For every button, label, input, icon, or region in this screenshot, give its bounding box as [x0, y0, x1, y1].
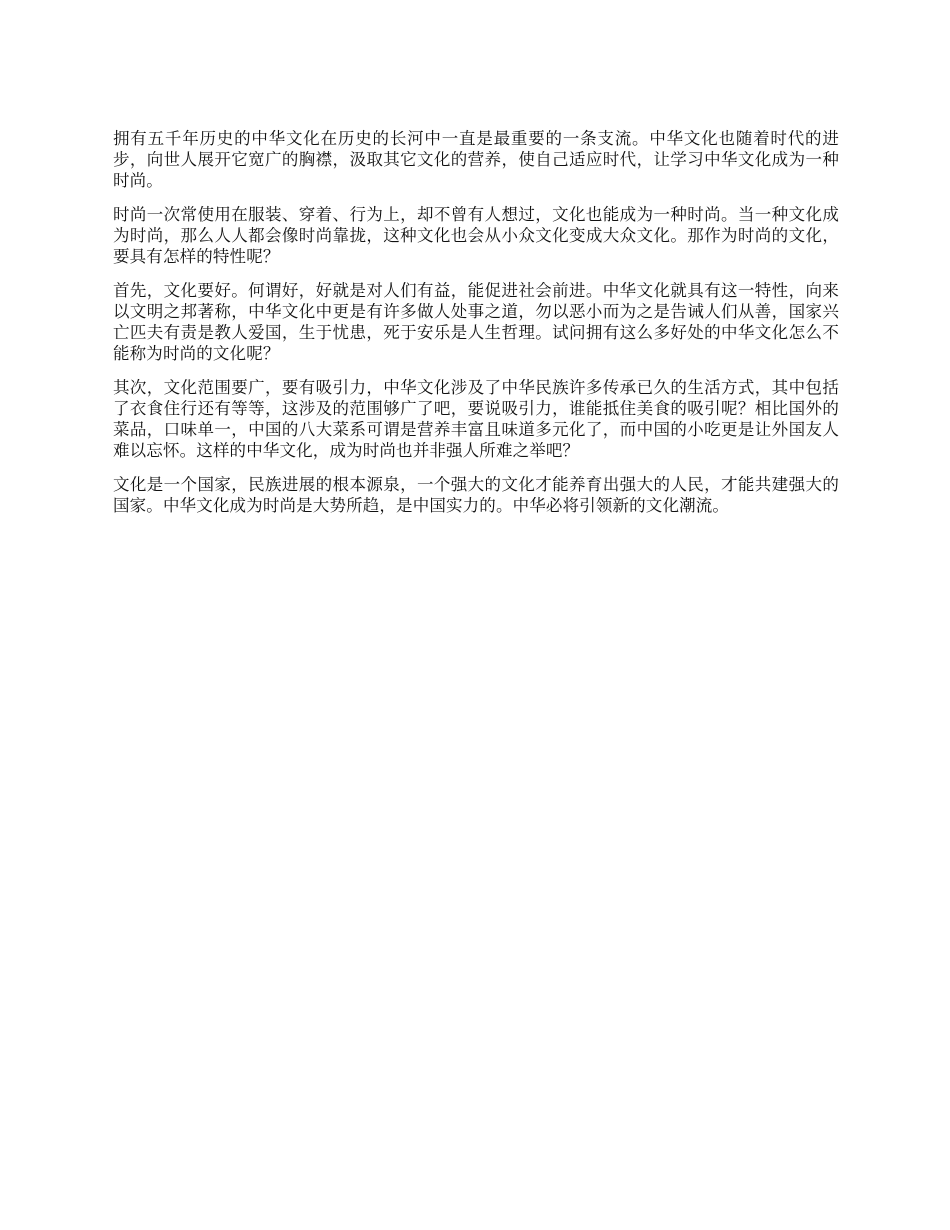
paragraph-1: 拥有五千年历史的中华文化在历史的长河中一直是最重要的一条支流。中华文化也随着时代的进步，向世人展开它宽广的胸襟，汲取其它文化的营养，使自己适应时代，让学习中华文化成为一种时尚。	[113, 129, 839, 190]
article-body	[113, 128, 839, 529]
paragraph-2: 时尚一次常使用在服装、穿着、行为上，却不曾有人想过，文化也能成为一种时尚。当一种文化成为时尚，那么人人都会像时尚靠拢，这种文化也会从小众文化变成大众文化。那作为时尚的文化，要具有怎样的特性呢？	[113, 205, 839, 266]
paragraph-3: 首先，文化要好。何谓好，好就是对人们有益，能促进社会前进。中华文化就具有这一特性，向来以文明之邦著称，中华文化中更是有许多做人处事之道，勿以恶小而为之是告诫人们从善，国家兴亡匹夫有责是教人爱国，生于忧患，死于安乐是人生哲理。试问拥有这么多好处的中华文化怎么不能称为时尚的文化呢？	[113, 281, 839, 363]
paragraph-5: 文化是一个国家，民族进展的根本源泉，一个强大的文化才能养育出强大的人民，才能共建强大的国家。中华文化成为时尚是大势所趋，是中国实力的。中华必将引领新的文化潮流。	[113, 475, 839, 515]
paragraph-4: 其次，文化范围要广，要有吸引力，中华文化涉及了中华民族许多传承已久的生活方式，其中包括了衣食住行还有等等，这涉及的范围够广了吧，要说吸引力，谁能抵住美食的吸引呢？相比国外的菜品，口味单一，中国的八大菜系可谓是营养丰富且味道多元化了，而中国的小吃更是让外国友人难以忘怀。这样的中华文化，成为时尚也并非强人所难之举吧？	[113, 378, 839, 460]
